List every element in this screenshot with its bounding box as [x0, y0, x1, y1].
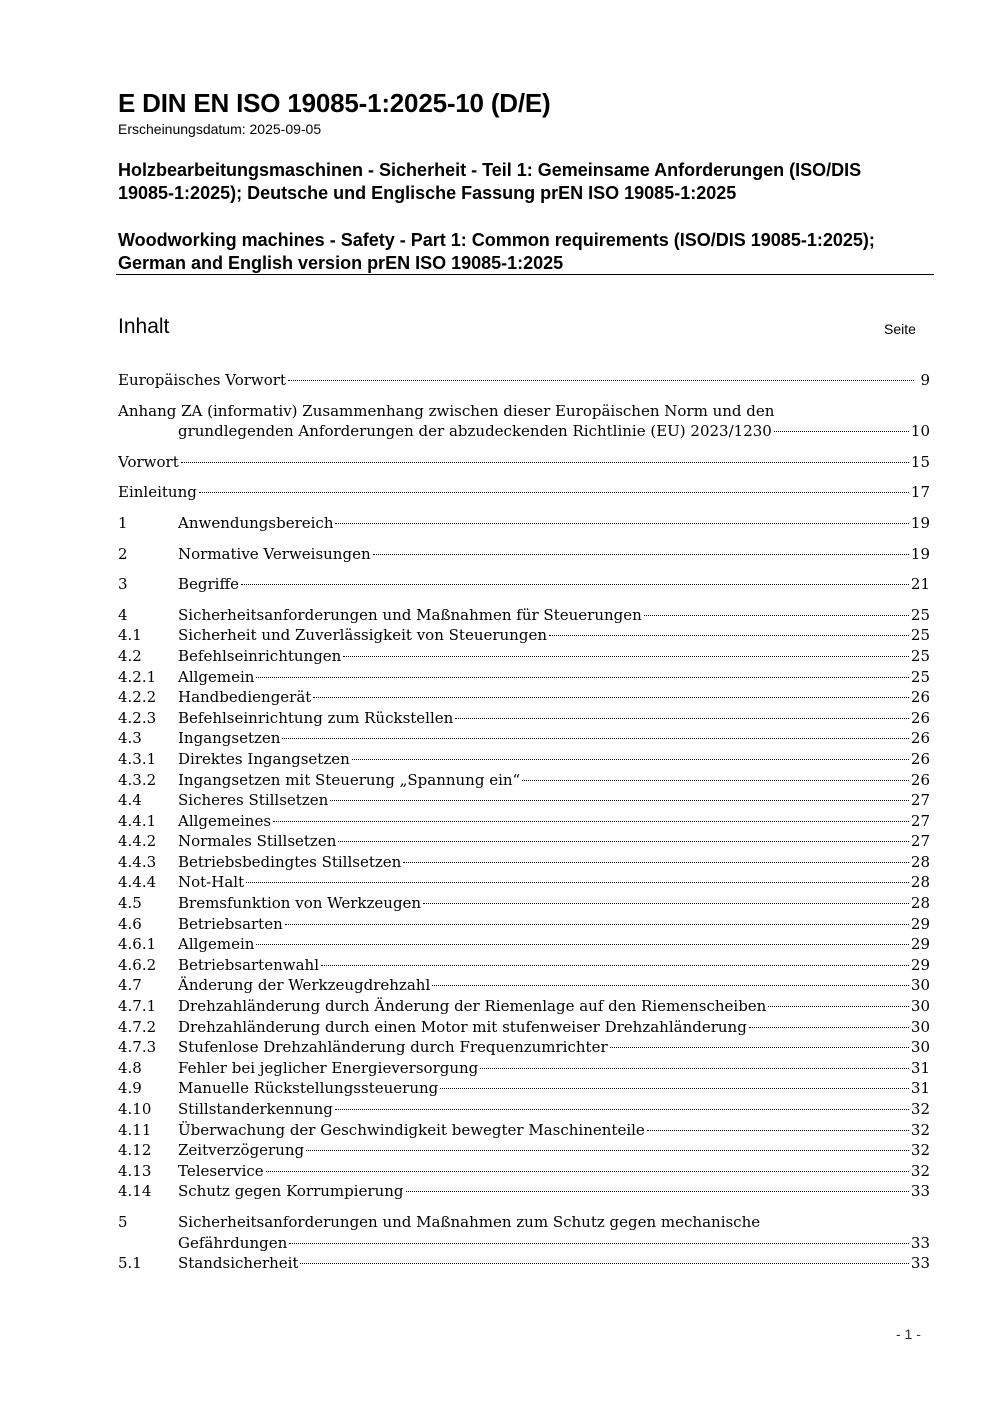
toc-entry-page: 27 — [910, 832, 930, 851]
toc-entry-page: 29 — [910, 955, 930, 974]
toc-entry[interactable] — [118, 1058, 930, 1079]
toc-entry-title: Sicherheit und Zuverlässigkeit von Steuerungen — [178, 626, 547, 645]
toc-entry-page: 21 — [910, 575, 930, 594]
toc-entry-title: Direktes Ingangsetzen — [178, 749, 350, 768]
toc-entry-page: 25 — [910, 605, 930, 624]
toc-entry-number: 4.2.2 — [118, 688, 157, 707]
toc-entry-title: Betriebsartenwahl — [178, 955, 319, 974]
toc-entry[interactable] — [118, 605, 930, 626]
toc-entry-number: 4.7 — [118, 976, 142, 995]
dot-leader — [406, 1191, 909, 1192]
toc-entry-title: Anwendungsbereich — [178, 513, 334, 532]
toc-entry-page: 30 — [910, 997, 930, 1016]
toc-entry-number: 3 — [118, 575, 128, 594]
toc-entry[interactable] — [118, 811, 930, 832]
toc-entry[interactable] — [118, 975, 930, 996]
toc-entry-title: Fehler bei jeglicher Energieversorgung — [178, 1058, 479, 1077]
toc-entry-page: 33 — [910, 1182, 930, 1201]
toc-entry[interactable] — [118, 934, 930, 955]
dot-leader — [266, 1171, 909, 1172]
toc-entry-page: 25 — [910, 626, 930, 645]
page-number: - 1 - — [896, 1326, 921, 1342]
toc-entry[interactable] — [118, 749, 930, 770]
toc-entry-number: 4.3 — [118, 729, 142, 748]
toc-entry-number: 4.12 — [118, 1141, 152, 1160]
toc-entry-title: Befehlseinrichtungen — [178, 646, 342, 665]
toc-entry[interactable] — [118, 513, 930, 534]
toc-entry-page: 27 — [910, 791, 930, 810]
toc-entry[interactable] — [118, 996, 930, 1017]
toc-entry[interactable] — [118, 728, 930, 749]
toc-entry-page: 17 — [910, 483, 930, 502]
toc-entry-number: 4.8 — [118, 1058, 142, 1077]
toc-entry[interactable] — [118, 1212, 930, 1233]
toc-entry-title: Allgemein — [178, 667, 255, 686]
dot-leader — [282, 738, 908, 739]
toc-entry-title: Teleservice — [178, 1161, 264, 1180]
toc-entry[interactable] — [118, 872, 930, 893]
toc-entry-page: 26 — [910, 708, 930, 727]
dot-leader — [338, 841, 909, 842]
dot-leader — [285, 924, 909, 925]
toc-entry-number: 4.9 — [118, 1079, 142, 1098]
toc-entry-title: Sicherheitsanforderungen und Maßnahmen zum Schutz gegen mechanische — [178, 1212, 761, 1231]
dot-leader — [335, 1109, 909, 1110]
toc-entry[interactable] — [118, 914, 930, 935]
dot-leader — [480, 1068, 909, 1069]
toc-entry-number: 4.2.3 — [118, 708, 157, 727]
toc-entry[interactable] — [118, 421, 930, 442]
dot-leader — [373, 554, 909, 555]
toc-entry[interactable] — [118, 1120, 930, 1141]
dot-leader — [300, 1263, 908, 1264]
toc-entry-page: 29 — [910, 935, 930, 954]
toc-entry[interactable] — [118, 893, 930, 914]
toc-entry[interactable] — [118, 708, 930, 729]
toc-entry-number: 5 — [118, 1212, 128, 1231]
toc-entry-title: Manuelle Rückstellungssteuerung — [178, 1079, 439, 1098]
toc-entry-title: Bremsfunktion von Werkzeugen — [178, 894, 422, 913]
toc-entry-title: Sicherheitsanforderungen und Maßnahmen für Steuerungen — [178, 605, 642, 624]
toc-entry-title: Drehzahländerung durch einen Motor mit stufenweiser Drehzahländerung — [178, 1017, 747, 1036]
dot-leader — [330, 800, 909, 801]
dot-leader — [273, 821, 909, 822]
dot-leader — [440, 1088, 909, 1089]
toc-entry-number: 4.5 — [118, 894, 142, 913]
toc-entry-title: Zeitverzögerung — [178, 1141, 305, 1160]
dot-leader — [610, 1047, 909, 1048]
toc-entry-page: 33 — [910, 1233, 930, 1252]
dot-leader — [644, 615, 909, 616]
dot-leader — [313, 697, 909, 698]
toc-entry-page: 32 — [910, 1161, 930, 1180]
toc-entry-title: Normales Stillsetzen — [178, 832, 337, 851]
dot-leader — [199, 492, 909, 493]
title-english: Woodworking machines - Safety - Part 1: Common requirements (ISO/DIS 19085-1:2025); German and English version prEN ISO 19085-1:2025 — [118, 230, 875, 273]
toc-entry-page: 9 — [920, 371, 930, 389]
toc-entry-page: 32 — [910, 1100, 930, 1118]
toc-entry-page: 28 — [910, 873, 930, 892]
dot-leader — [288, 380, 914, 381]
dot-leader — [241, 584, 909, 585]
toc-entry[interactable] — [118, 1099, 930, 1120]
toc-entry-title: Europäisches Vorwort — [118, 371, 286, 389]
toc-entry-title: Überwachung der Geschwindigkeit bewegter Maschinenteile — [178, 1120, 645, 1139]
document-title: E DIN EN ISO 19085-1:2025-10 (D/E) — [118, 88, 551, 118]
toc-entry-number: 4.7.2 — [118, 1017, 157, 1036]
toc-entry[interactable] — [118, 1037, 930, 1058]
toc-entry-number: 4.11 — [118, 1120, 152, 1139]
toc-entry[interactable] — [118, 831, 930, 852]
dot-leader — [289, 1243, 909, 1244]
toc-entry-page: 25 — [910, 667, 930, 686]
toc-entry-number: 4.6.1 — [118, 935, 157, 954]
dot-leader — [774, 431, 909, 432]
toc-entry-number: 4.6 — [118, 914, 142, 933]
toc-entry-page: 19 — [910, 544, 930, 563]
title-divider — [116, 274, 934, 275]
toc-entry[interactable] — [118, 482, 930, 503]
toc-entry-title: Gefährdungen — [178, 1233, 288, 1252]
toc-entry-number: 4 — [118, 605, 128, 624]
toc-entry[interactable] — [118, 1078, 930, 1099]
dot-leader — [256, 944, 908, 945]
publication-date: Erscheinungsdatum: 2025-09-05 — [118, 121, 322, 137]
toc-entry-number: 4.4 — [118, 791, 142, 810]
toc-entry[interactable] — [118, 1181, 930, 1202]
toc-entry-number: 4.4.2 — [118, 832, 157, 851]
toc-entry[interactable] — [118, 625, 930, 646]
toc-entry-title: Begriffe — [178, 575, 240, 594]
toc-entry-page: 32 — [910, 1120, 930, 1139]
toc-entry-title: Drehzahländerung durch Änderung der Riemenlage auf den Riemenscheiben — [178, 997, 767, 1016]
dot-leader — [549, 635, 909, 636]
toc-entry-page: 31 — [910, 1079, 930, 1098]
toc-heading: Inhalt — [118, 315, 170, 338]
toc-entry-page: 26 — [910, 749, 930, 768]
toc-entry-number: 1 — [118, 513, 128, 532]
toc-entry[interactable] — [118, 1161, 930, 1182]
toc-entry-title: Ingangsetzen mit Steuerung „Spannung ein“ — [178, 770, 521, 789]
toc-entry-title: Sicheres Stillsetzen — [178, 791, 329, 810]
toc-entry-page: 26 — [910, 729, 930, 748]
toc-entry[interactable] — [118, 1233, 930, 1254]
dot-leader — [647, 1130, 909, 1131]
toc-entry-page: 30 — [910, 1038, 930, 1057]
toc-entry-title: Stillstanderkennung — [178, 1100, 333, 1118]
dot-leader — [256, 677, 908, 678]
toc-entry[interactable] — [118, 452, 930, 473]
toc-entry-title: Handbediengerät — [178, 688, 312, 707]
toc-entry-page: 28 — [910, 852, 930, 871]
toc-entry[interactable] — [118, 544, 930, 565]
dot-leader — [352, 759, 909, 760]
toc-entry[interactable] — [118, 1140, 930, 1161]
toc-entry-number: 4.3.2 — [118, 770, 157, 789]
toc-entry[interactable] — [118, 401, 930, 422]
toc-entry-page: 30 — [910, 1017, 930, 1036]
toc-entry[interactable] — [118, 770, 930, 791]
toc-entry-title: Vorwort — [118, 452, 179, 471]
dot-leader — [768, 1006, 909, 1007]
toc-entry-page: 10 — [910, 422, 930, 441]
dot-leader — [181, 462, 909, 463]
toc-entry-page: 27 — [910, 811, 930, 830]
toc-entry[interactable] — [118, 687, 930, 708]
toc-entry-number: 4.14 — [118, 1182, 152, 1201]
toc-entry-title: grundlegenden Anforderungen der abzudeckenden Richtlinie (EU) 2023/1230 — [178, 422, 772, 441]
toc-entry-title: Betriebsbedingtes Stillsetzen — [178, 852, 402, 871]
toc-entry-number: 4.10 — [118, 1100, 152, 1118]
toc-entry[interactable] — [118, 1017, 930, 1038]
toc-entry[interactable] — [118, 955, 930, 976]
toc-entry[interactable] — [118, 852, 930, 873]
toc-entry-number: 4.2 — [118, 646, 142, 665]
toc-entry-page: 32 — [910, 1141, 930, 1160]
toc-entry-number: 4.3.1 — [118, 749, 157, 768]
toc-entry-page: 30 — [910, 976, 930, 995]
toc-entry[interactable] — [118, 574, 930, 595]
toc-entry-page: 26 — [910, 688, 930, 707]
toc-entry[interactable] — [118, 646, 930, 667]
toc-entry-title: Standsicherheit — [178, 1254, 299, 1273]
toc-entry-page: 19 — [910, 513, 930, 532]
toc-entry-title: Allgemeines — [178, 811, 272, 830]
toc-entry-number: 4.4.3 — [118, 852, 157, 871]
toc-entry[interactable] — [118, 790, 930, 811]
toc-entry-title: Anhang ZA (informativ) Zusammenhang zwischen dieser Europäischen Norm und den — [118, 401, 775, 420]
dot-leader — [423, 903, 909, 904]
toc-entry-number: 5.1 — [118, 1254, 142, 1273]
toc-entry-title: Änderung der Werkzeugdrehzahl — [178, 976, 431, 995]
toc-entry-title: Betriebsarten — [178, 914, 283, 933]
page-column-label: Seite — [884, 321, 916, 337]
toc-entry-number: 4.7.1 — [118, 997, 157, 1016]
toc-entry-number: 4.4.1 — [118, 811, 157, 830]
toc-entry-number: 4.6.2 — [118, 955, 157, 974]
toc-entry-title: Normative Verweisungen — [178, 544, 371, 563]
toc-entry-page: 28 — [910, 894, 930, 913]
toc-entry-page: 15 — [910, 452, 930, 471]
toc-entry[interactable] — [118, 1253, 930, 1274]
toc-entry-title: Schutz gegen Korrumpierung — [178, 1182, 404, 1201]
dot-leader — [432, 985, 909, 986]
toc-entry-title: Einleitung — [118, 483, 197, 502]
dot-leader — [321, 965, 909, 966]
toc-entry-title: Not-Halt — [178, 873, 245, 892]
toc-entry-page: 26 — [910, 770, 930, 789]
dot-leader — [522, 780, 909, 781]
toc-entry-title: Stufenlose Drehzahländerung durch Frequenzumrichter — [178, 1038, 608, 1057]
dot-leader — [403, 862, 909, 863]
toc-entry-number: 4.1 — [118, 626, 142, 645]
toc-entry-page: 25 — [910, 646, 930, 665]
toc-entry[interactable] — [118, 667, 930, 688]
title-german: Holzbearbeitungsmaschinen - Sicherheit - Teil 1: Gemeinsame Anforderungen (ISO/DIS 19085-1:2025); Deutsche und Englische Fassung prEN ISO 19085-1:2025 — [118, 160, 862, 203]
toc-entry-page: 31 — [910, 1058, 930, 1077]
toc-entry-title: Ingangsetzen — [178, 729, 281, 748]
dot-leader — [749, 1027, 909, 1028]
toc-entry-title: Befehlseinrichtung zum Rückstellen — [178, 708, 454, 727]
toc-entry[interactable] — [118, 370, 930, 391]
dot-leader — [335, 523, 908, 524]
dot-leader — [455, 718, 909, 719]
toc-entry-number: 2 — [118, 544, 128, 563]
dot-leader — [343, 656, 909, 657]
toc-entry-title: Allgemein — [178, 935, 255, 954]
toc-entry-number: 4.13 — [118, 1161, 152, 1180]
table-of-contents — [118, 370, 930, 1274]
toc-entry-page: 33 — [910, 1254, 930, 1273]
toc-entry-page: 29 — [910, 914, 930, 933]
toc-entry-number: 4.2.1 — [118, 667, 157, 686]
toc-entry-number: 4.4.4 — [118, 873, 157, 892]
toc-entry-number: 4.7.3 — [118, 1038, 157, 1057]
dot-leader — [306, 1150, 909, 1151]
dot-leader — [246, 882, 909, 883]
